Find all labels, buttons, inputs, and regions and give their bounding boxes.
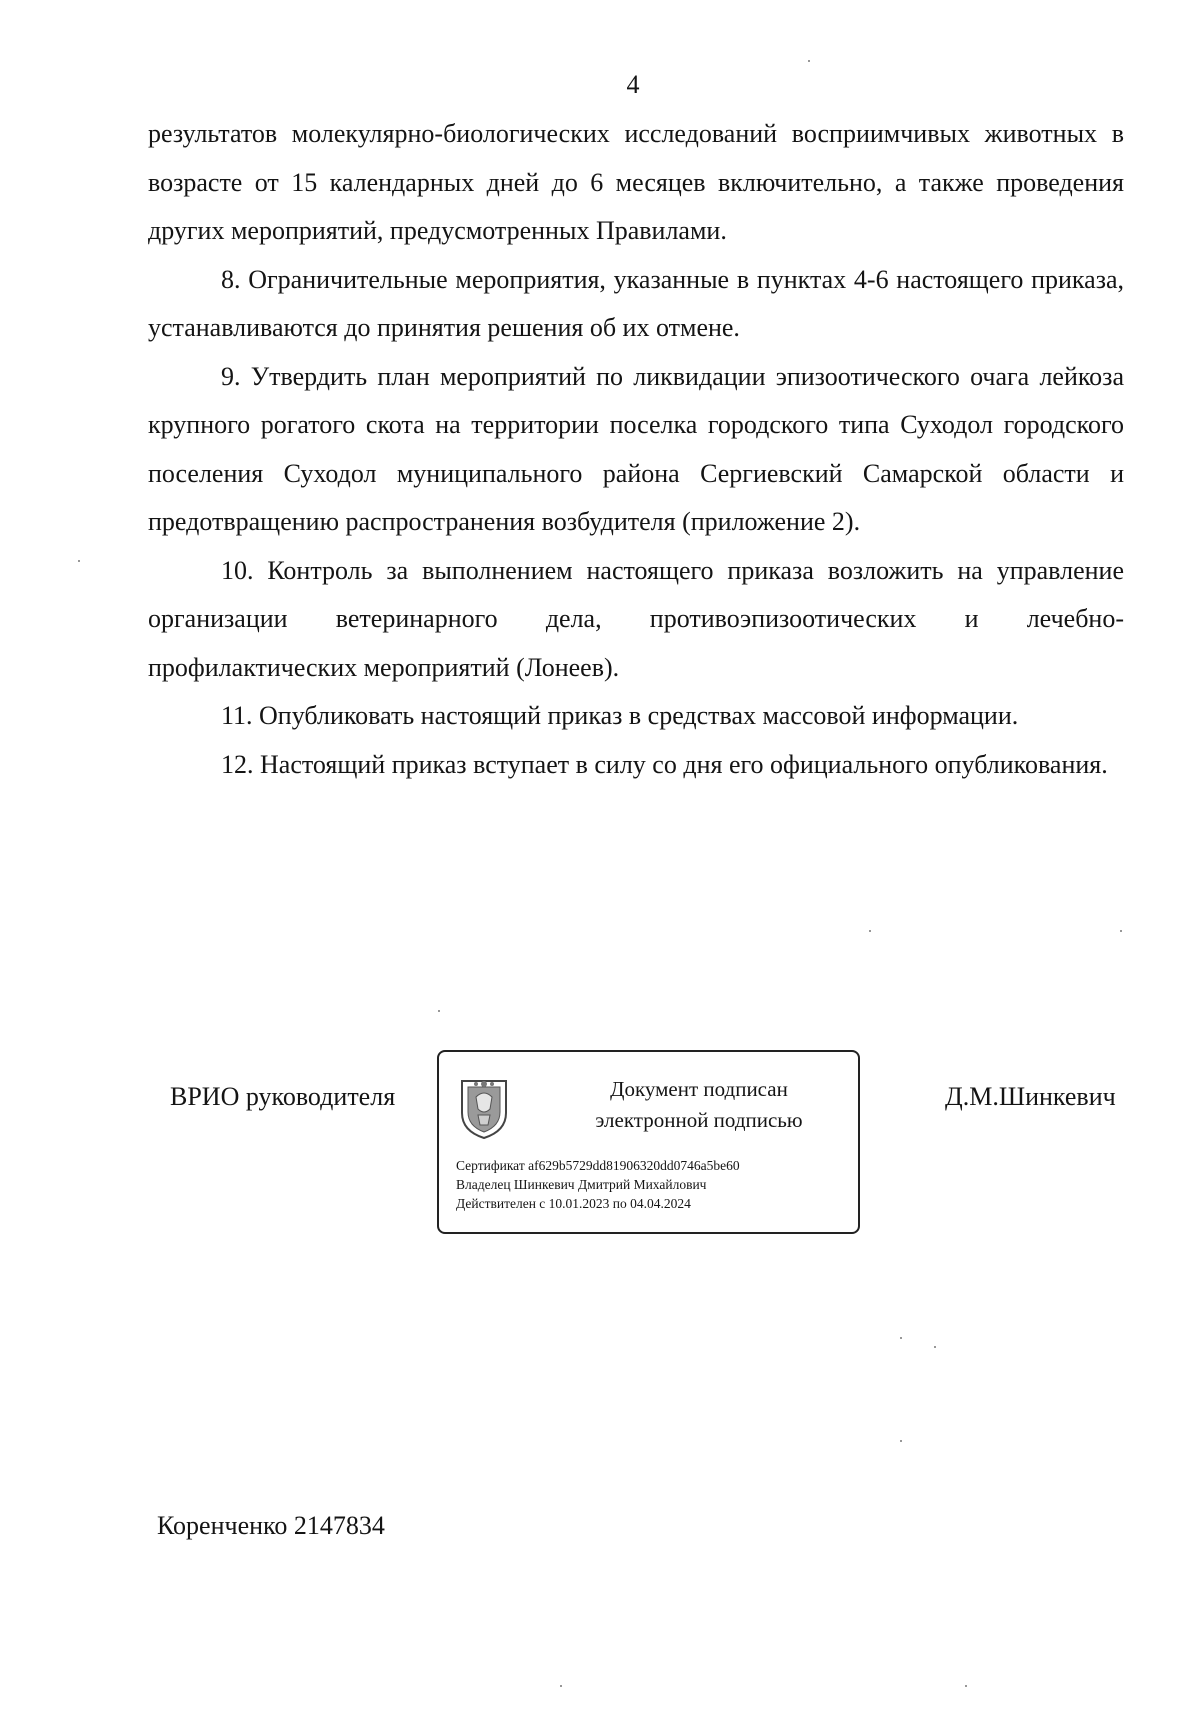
scan-speck xyxy=(78,560,80,562)
stamp-details xyxy=(456,1156,740,1213)
signatory-name: Д.М.Шинкевич xyxy=(945,1082,1116,1111)
scan-speck xyxy=(900,1337,902,1339)
scan-speck xyxy=(934,1346,936,1348)
paragraph-continuation: результатов молекулярно-биологических исследований восприимчивых животных в возрасте от 15 календарных дней до 6 месяцев включительно, а также проведения других мероприятий, предусмотренных Правилами. xyxy=(148,119,1124,245)
scan-speck xyxy=(438,1010,440,1012)
paragraph-10: 10. Контроль за выполнением настоящего приказа возложить на управление организации ветеринарного дела, противоэпизоотических и лечебно-профилактических мероприятий (Лонеев). xyxy=(148,555,1124,682)
scan-speck xyxy=(1120,930,1122,932)
scan-speck xyxy=(560,1685,562,1687)
coat-of-arms-icon xyxy=(456,1075,512,1141)
stamp-owner: Владелец Шинкевич Дмитрий Михайлович xyxy=(456,1177,707,1192)
executor-info: Коренченко 2147834 xyxy=(157,1511,385,1540)
document-body xyxy=(148,110,1124,789)
scan-speck xyxy=(965,1685,967,1687)
scan-speck xyxy=(900,1440,902,1442)
scan-speck xyxy=(808,60,810,62)
paragraph-11: 11. Опубликовать настоящий приказ в средствах массовой информации. xyxy=(221,701,1019,730)
stamp-validity: Действителен с 10.01.2023 по 04.04.2024 xyxy=(456,1196,691,1211)
stamp-certificate: Сертификат af629b5729dd81906320dd0746a5be60 xyxy=(456,1158,740,1173)
electronic-signature-stamp xyxy=(437,1050,860,1234)
stamp-title xyxy=(559,1074,839,1136)
stamp-title-line-1: Документ подписан xyxy=(610,1077,788,1101)
signatory-position: ВРИО руководителя xyxy=(170,1082,396,1111)
stamp-title-line-2: электронной подписью xyxy=(595,1108,803,1132)
paragraph-9: 9. Утвердить план мероприятий по ликвидации эпизоотического очага лейкоза крупного рогатого скота на территории поселка городского типа Суходол городского поселения Суходол муниципального района Сергиевский Самарской области и предотвращению распространения возбудителя (приложение 2). xyxy=(148,361,1124,536)
paragraph-8: 8. Ограничительные мероприятия, указанные в пунктах 4-6 настоящего приказа, устанавливаются до принятия решения об их отмене. xyxy=(148,264,1124,342)
paragraph-12: 12. Настоящий приказ вступает в силу со дня его официального опубликования. xyxy=(221,749,1108,779)
page-number: 4 xyxy=(626,70,640,99)
scan-speck xyxy=(869,930,871,932)
